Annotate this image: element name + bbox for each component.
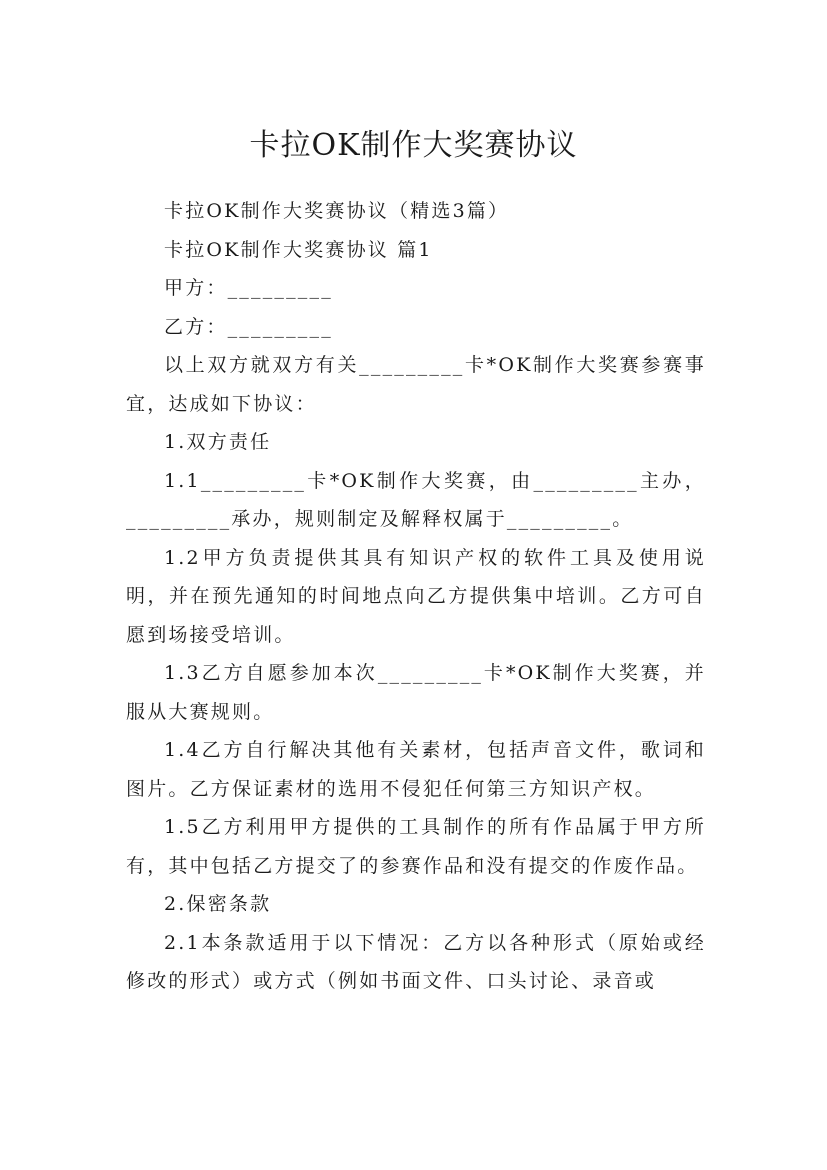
paragraph-clause-1-4: 1.4乙方自行解决其他有关素材，包括声音文件，歌词和图片。乙方保证素材的选用不侵犯任何第三方知识产权。 — [126, 739, 706, 800]
paragraph-party-b: 乙方：_________ — [164, 315, 333, 338]
paragraph-preamble: 以上双方就双方有关_________卡*OK制作大奖赛参赛事宜，达成如下协议： — [126, 354, 706, 415]
paragraph-clause-2-1: 2.1本条款适用于以下情况：乙方以各种形式（原始或经修改的形式）或方式（例如书面文件、口头讨论、录音或 — [126, 931, 706, 992]
paragraph-clause-1-1: 1.1_________卡*OK制作大奖赛，由_________主办，_________承办，规则制定及解释权属于_________。 — [126, 469, 706, 530]
document-body — [126, 192, 706, 1001]
paragraph-clause-1-5: 1.5乙方利用甲方提供的工具制作的所有作品属于甲方所有，其中包括乙方提交了的参赛作品和没有提交的作废作品。 — [126, 816, 706, 877]
paragraph-clause-1-3: 1.3乙方自愿参加本次_________卡*OK制作大奖赛，并服从大赛规则。 — [126, 662, 706, 723]
paragraph-clause-1-2: 1.2甲方负责提供其具有知识产权的软件工具及使用说明，并在预先通知的时间地点向乙方提供集中培训。乙方可自愿到场接受培训。 — [126, 546, 706, 646]
paragraph-heading-confidentiality: 2.保密条款 — [164, 893, 272, 915]
paragraph-section-heading: 卡拉OK制作大奖赛协议 篇1 — [164, 238, 433, 261]
paragraph-heading-responsibilities: 1.双方责任 — [164, 431, 272, 453]
document-title: 卡拉OK制作大奖赛协议 — [249, 128, 578, 164]
paragraph-party-a: 甲方：_________ — [164, 277, 333, 299]
paragraph-subtitle: 卡拉OK制作大奖赛协议（精选3篇） — [164, 200, 510, 222]
